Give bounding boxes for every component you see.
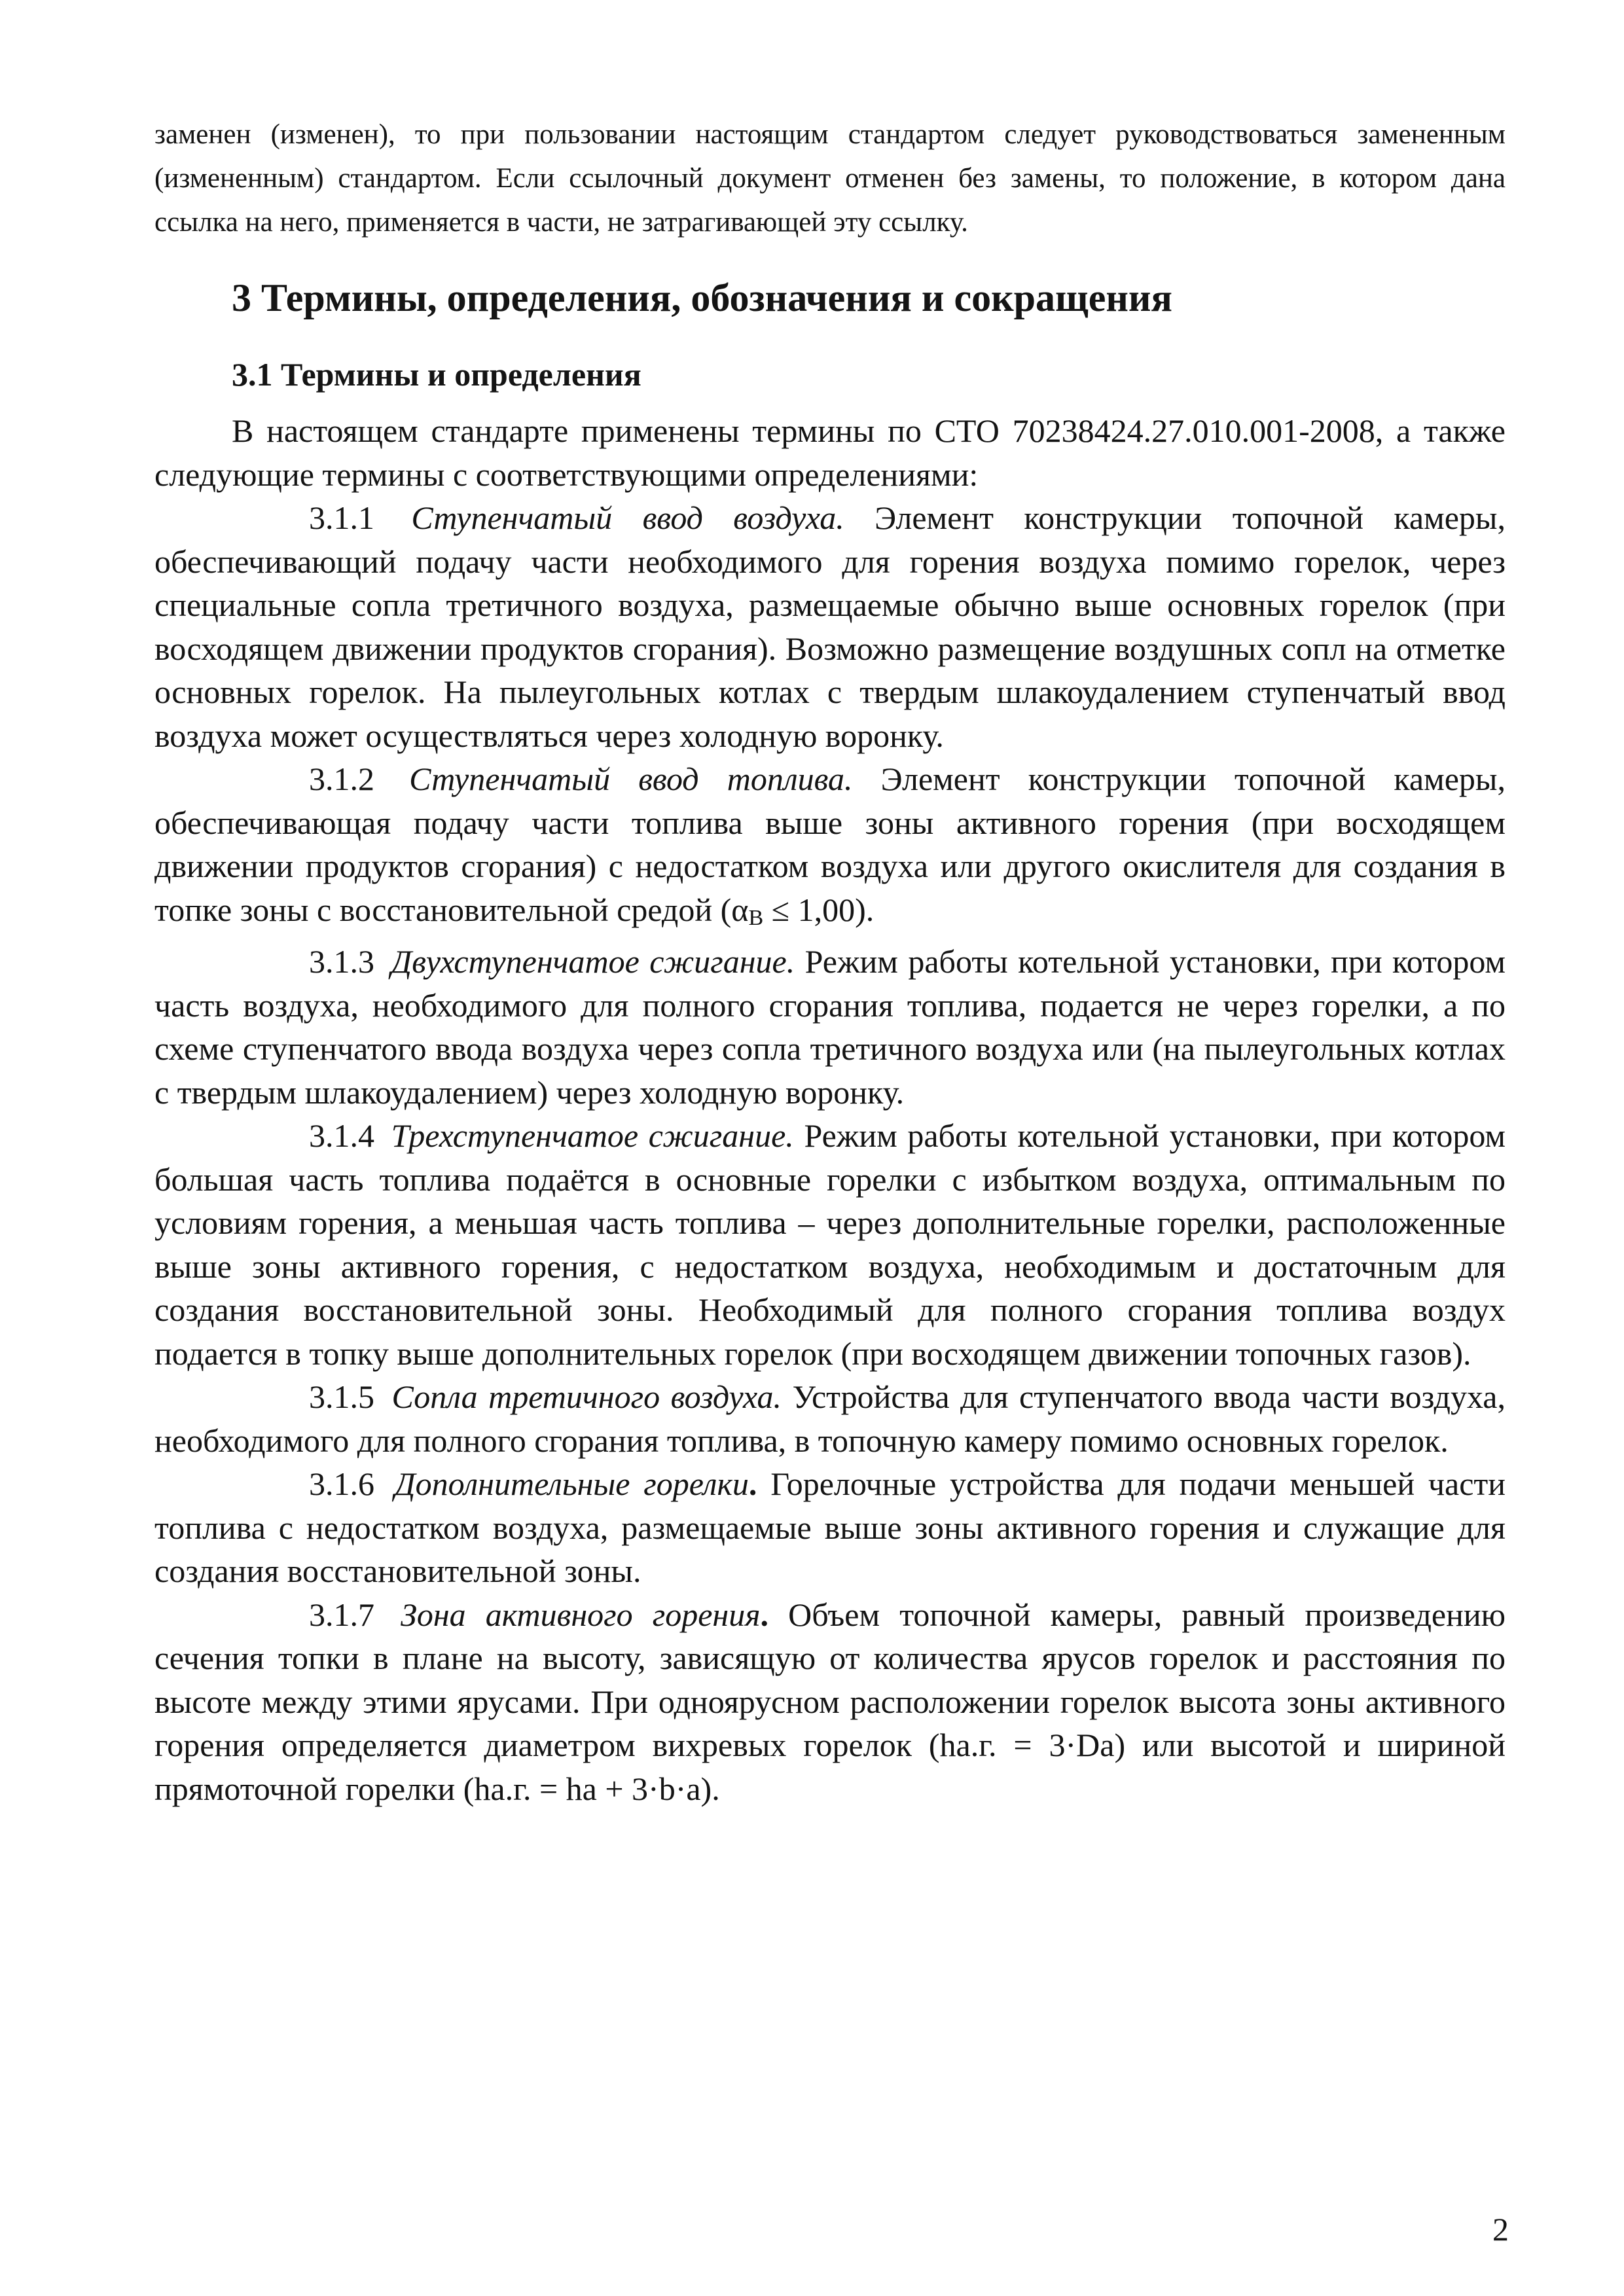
definition-text: Горелочные устройства для подачи меньшей части топлива с недостатком воздуха, размещаемые выше зоны активного горения и служащие для создания восстановительной зоны. — [154, 1465, 1506, 1589]
definition-number: 3.1.1 — [309, 499, 374, 536]
definition-number: 3.1.4 — [309, 1117, 374, 1154]
alpha-subscript: В — [748, 905, 764, 930]
definition-number: 3.1.7 — [309, 1596, 374, 1633]
definition-number: 3.1.3 — [309, 943, 374, 980]
definition-3-1-6 — [154, 1462, 1506, 1593]
definition-number: 3.1.2 — [309, 761, 374, 797]
definitions-body — [154, 409, 1506, 1810]
definition-text: Объем топочной камеры, равный произведению сечения топки в плане на высоту, зависящую от количества ярусов горелок и расстояния по высоте между этими ярусами. При одноярусном расположении горелок высота зоны активного горения определяется диаметром вихревых горелок (hа.г. = 3·Dа) или высотой и шириной прямоточной горелки (hа.г. = hа + 3·b·а). — [154, 1596, 1506, 1807]
definition-text: Элемент конструкции топочной камеры, обеспечивающий подачу части необходимого для горения воздуха помимо горелок, через специальные сопла третичного воздуха, размещаемые обычно выше основных горелок (при восходящем движении продуктов сгорания). Возможно размещение воздушных сопл на отметке основных горелок. На пылеугольных котлах с твердым шлакоудалением ступенчатый ввод воздуха может осуществляться через холодную воронку. — [154, 499, 1506, 754]
document-page — [154, 113, 1506, 1810]
definition-term: Двухступенчатое сжигание. — [391, 943, 795, 980]
definition-3-1-7 — [154, 1593, 1506, 1811]
subsection-heading: 3.1 Термины и определения — [232, 356, 641, 393]
definition-text: Режим работы котельной установки, при котором большая часть топлива подаётся в основные горелки с избытком воздуха, оптимальным по условиям горения, а меньшая часть топлива – через дополнительные горелки, расположенные выше зоны активного горения, с недостатком воздуха, необходимым и достаточным для создания восстановительной зоны. Необходимый для полного сгорания топлива воздух подается в топку выше дополнительных горелок (при восходящем движении топочных газов). — [154, 1117, 1506, 1372]
definition-3-1-2 — [154, 757, 1506, 940]
definition-term: Зона активного горения — [401, 1596, 761, 1633]
definition-number: 3.1.6 — [309, 1465, 374, 1502]
definition-text: Устройства для ступенчатого ввода части воздуха, необходимого для полного сгорания топлива, в топочную камеру помимо основных горелок. — [154, 1378, 1506, 1459]
definition-term: Дополнительные горелки — [394, 1465, 749, 1502]
definition-term: Ступенчатый ввод топлива. — [409, 761, 853, 797]
definition-term: Сопла третичного воздуха. — [391, 1378, 782, 1415]
definition-number: 3.1.5 — [309, 1378, 374, 1415]
definition-3-1-3 — [154, 940, 1506, 1114]
definition-text: Элемент конструкции топочной камеры, обеспечивающая подачу части топлива выше зоны активного горения (при восходящем движении продуктов сгорания) с недостатком воздуха или другого окислителя для создания в топке зоны с восстановительной средой (α — [154, 761, 1506, 928]
lead-paragraph: В настоящем стандарте применены термины по СТО 70238424.27.010.001-2008, а также следующие термины с соответствующими определениями: — [154, 412, 1506, 493]
definition-term-period: . — [760, 1596, 768, 1633]
definition-3-1-4 — [154, 1114, 1506, 1375]
section-heading: 3 Термины, определения, обозначения и сокращения — [232, 276, 1172, 319]
definition-text: Режим работы котельной установки, при котором часть воздуха, необходимого для полного сгорания топлива, подается не через горелки, а по схеме ступенчатого ввода воздуха через сопла третичного воздуха или (на пылеугольных котлах с твердым шлакоудалением) через холодную воронку. — [154, 943, 1506, 1111]
page-number: 2 — [1492, 2211, 1509, 2248]
intro-paragraph: заменен (изменен), то при пользовании настоящим стандартом следует руководствоваться замененным (измененным) стандартом. Если ссылочный документ отменен без замены, то положение, в котором дана ссылка на него, применяется в части, не затрагивающей эту ссылку. — [154, 119, 1506, 238]
definition-term: Трехступенчатое сжигание. — [391, 1117, 794, 1154]
definition-term-period: . — [748, 1465, 757, 1502]
definition-text-tail: ≤ 1,00). — [763, 891, 875, 928]
definition-term: Ступенчатый ввод воздуха. — [411, 499, 844, 536]
definition-3-1-5 — [154, 1375, 1506, 1462]
definition-3-1-1 — [154, 496, 1506, 757]
